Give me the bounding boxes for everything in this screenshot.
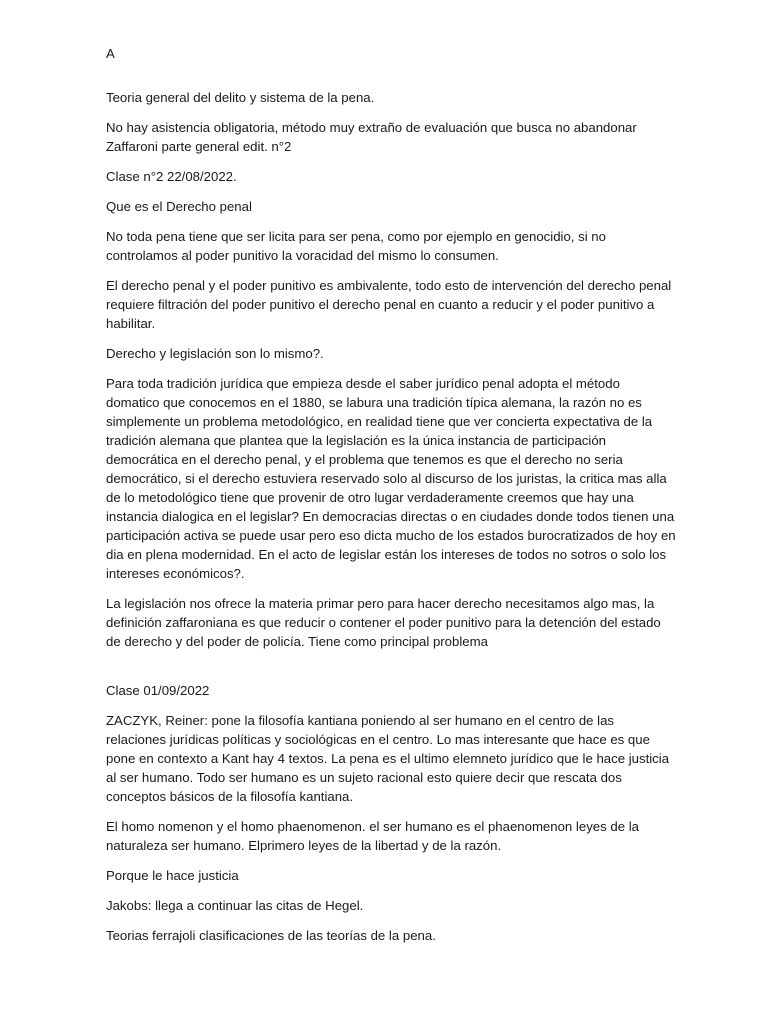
course-title: Teoria general del delito y sistema de la pena. bbox=[106, 90, 375, 105]
class-heading: Clase 01/09/2022 bbox=[106, 683, 210, 698]
note-line: Teorias ferrajoli clasificaciones de las teorías de la pena. bbox=[106, 928, 436, 943]
question-heading: Derecho y legislación son lo mismo?. bbox=[106, 346, 324, 361]
paragraph: El homo nomenon y el homo phaenomenon. el ser humano es el phaenomenon leyes de la naturaleza ser humano. Elprimero leyes de la libertad y de la razón. bbox=[106, 819, 639, 853]
section-letter: A bbox=[106, 46, 115, 61]
paragraph: La legislación nos ofrece la materia primar pero para hacer derecho necesitamos algo mas, la definición zaffaroniana es que reducir o contener el poder punitivo para la detención del estado de derecho y del poder de policía. Tiene como principal problema bbox=[106, 596, 661, 649]
paragraph: ZACZYK, Reiner: pone la filosofía kantiana poniendo al ser humano en el centro de las relaciones jurídicas políticas y sociológicas en el centro. Lo mas interesante que hace es que pone en contexto a Kant hay 4 textos. La pena es el ultimo elemneto jurídico que le hace justicia al ser humano. Todo ser humano es un sujeto racional esto quiere decir que rescata dos conceptos básicos de la filosofía kantiana. bbox=[106, 713, 670, 804]
note-line: Porque le hace justicia bbox=[106, 868, 239, 883]
paragraph: No toda pena tiene que ser licita para ser pena, como por ejemplo en genocidio, si no controlamos al poder punitivo la voracidad del mismo lo consumen. bbox=[106, 229, 606, 263]
paragraph: Para toda tradición jurídica que empieza desde el saber jurídico penal adopta el método domatico que conocemos en el 1880, se labura una tradición típica alemana, la razón no es simplemente un problema metodológico, en realidad tiene que ver concierta expectativa de la tradición alemana que plantea que la legislación es la única instancia de participación democrática en el derecho penal, y el problema que tenemos es que el derecho no seria democrático, si el derecho estuviera reservado solo al discurso de los juristas, la critica mas alla de lo metodológico tiene que provenir de otro lugar verdaderamente creemos que hay una instancia dialogica en el legislar? En democracias directas o en ciudades donde todos tienen una participación activa se puede usar pero eso dicta mucho de los estados burocratizados de hoy en dia en plena modernidad. En el acto de legislar están los intereses de todos no sotros o solo los intereses económicos?. bbox=[106, 376, 676, 581]
topic-heading: Que es el Derecho penal bbox=[106, 199, 252, 214]
paragraph: El derecho penal y el poder punitivo es ambivalente, todo esto de intervención del derecho penal requiere filtración del poder punitivo el derecho penal en cuanto a reducir y el poder punitivo a habilitar. bbox=[106, 278, 672, 331]
class-heading: Clase n°2 22/08/2022. bbox=[106, 169, 237, 184]
document-page bbox=[106, 44, 676, 956]
paragraph-attendance: No hay asistencia obligatoria, método muy extraño de evaluación que busca no abandonar Zaffaroni parte general edit. n°2 bbox=[106, 120, 637, 154]
note-line: Jakobs: llega a continuar las citas de Hegel. bbox=[106, 898, 364, 913]
